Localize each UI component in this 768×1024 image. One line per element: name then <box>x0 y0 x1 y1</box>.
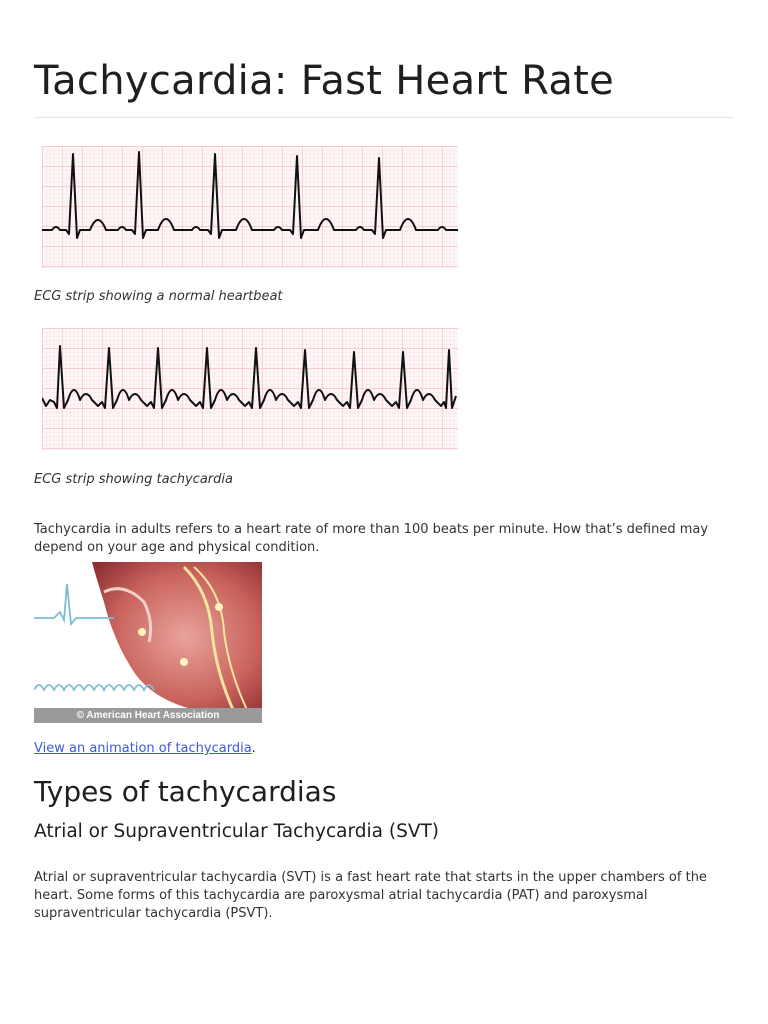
link-suffix: . <box>251 741 256 756</box>
svt-paragraph: Atrial or supraventricular tachycardia (SVT) is a fast heart rate that starts in the upper chambers of the heart. Some forms of this tachycardia are paroxysmal atrial tachycardia (PAT) and paroxysmal supraventricular tachycardia (PSVT). <box>34 870 707 921</box>
section-heading: Types of tachycardias <box>34 775 337 808</box>
ecg-normal-svg <box>42 146 458 268</box>
ecg-strip-normal-image <box>42 146 458 268</box>
animation-link-line <box>34 741 256 756</box>
ecg-tachy-svg <box>42 328 458 450</box>
title-divider <box>34 117 734 118</box>
figure-caption-normal: ECG strip showing a normal heartbeat <box>34 289 283 304</box>
heart-illustration-image[interactable] <box>34 562 262 723</box>
subsection-heading: Atrial or Supraventricular Tachycardia (SVT) <box>34 821 440 842</box>
image-credit: © American Heart Association <box>34 708 262 723</box>
ecg-strip-tachycardia-image <box>42 328 458 450</box>
intro-paragraph: Tachycardia in adults refers to a heart rate of more than 100 beats per minute. How that’s defined may depend on your age and physical condition. <box>34 522 709 555</box>
heart-illustration-svg <box>34 562 262 723</box>
figure-caption-tachycardia: ECG strip showing tachycardia <box>34 472 233 487</box>
page-title: Tachycardia: Fast Heart Rate <box>34 58 615 104</box>
animation-link[interactable]: View an animation of tachycardia <box>34 741 252 756</box>
